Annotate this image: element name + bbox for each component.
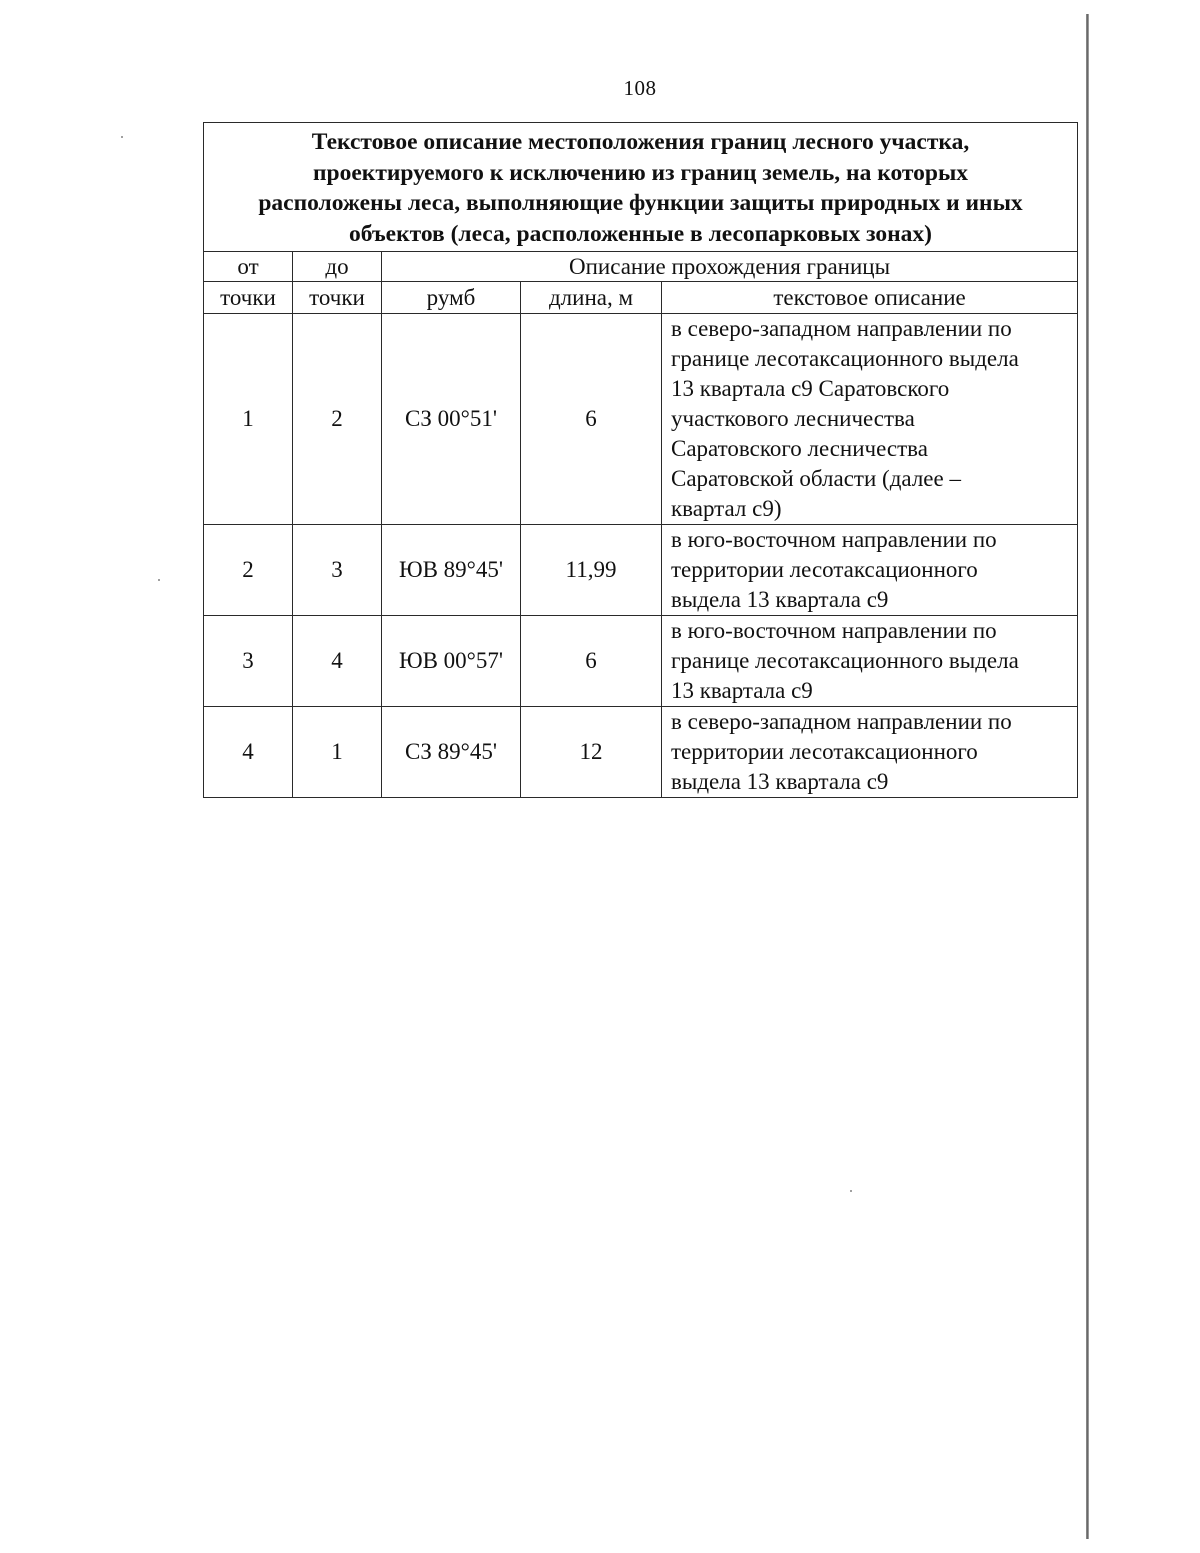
- table-title-line: проектируемого к исключению из границ земель, на которых: [312, 159, 969, 186]
- header-to-bottom: точки: [293, 282, 382, 314]
- description-line: границе лесотаксационного выдела: [671, 648, 1019, 673]
- description-line: квартал с9): [671, 496, 782, 521]
- description-line: 13 квартала с9 Саратовского: [671, 376, 950, 401]
- cell-from-point: 4: [204, 707, 293, 798]
- cell-text-description: [662, 616, 1078, 707]
- table-title-line: объектов (леса, расположенные в лесопарковых зонах): [349, 220, 932, 247]
- table-title-line: Текстовое описание местоположения границ лесного участка,: [311, 129, 970, 155]
- description-line: в юго-восточном направлении по: [671, 527, 997, 552]
- description-line: в северо-западном направлении по: [671, 709, 1012, 734]
- cell-bearing: СЗ 00°51': [382, 314, 521, 525]
- cell-length: 11,99: [521, 525, 662, 616]
- cell-to-point: 1: [293, 707, 382, 798]
- description-line: Саратовской области (далее –: [671, 466, 961, 491]
- header-from-top: от: [204, 252, 293, 282]
- description-line: в северо-западном направлении по: [671, 316, 1012, 341]
- header-row-1: [204, 252, 1078, 282]
- header-from-bottom: точки: [204, 282, 293, 314]
- table-row: [204, 616, 1078, 707]
- cell-length: 12: [521, 707, 662, 798]
- table-title-line: расположены леса, выполняющие функции защиты природных и иных: [258, 190, 1023, 216]
- scan-page-edge: [1086, 14, 1089, 1539]
- table-title: [204, 123, 1078, 252]
- table-row: [204, 525, 1078, 616]
- header-boundary-description-group: Описание прохождения границы: [382, 252, 1078, 282]
- boundary-description-table: [203, 122, 1078, 798]
- description-line: границе лесотаксационного выдела: [671, 346, 1019, 371]
- cell-text-description: [662, 525, 1078, 616]
- description-line: Саратовского лесничества: [671, 436, 928, 461]
- description-line: участкового лесничества: [671, 406, 915, 431]
- header-length: длина, м: [521, 282, 662, 314]
- page-number: 108: [623, 76, 657, 100]
- description-line: выдела 13 квартала с9: [671, 769, 889, 794]
- table-title-row: [204, 123, 1078, 252]
- cell-to-point: 2: [293, 314, 382, 525]
- cell-length: 6: [521, 616, 662, 707]
- table-row: [204, 314, 1078, 525]
- cell-text-description: [662, 314, 1078, 525]
- header-row-2: [204, 282, 1078, 314]
- cell-to-point: 3: [293, 525, 382, 616]
- cell-to-point: 4: [293, 616, 382, 707]
- scan-speck: [850, 1190, 852, 1192]
- scan-speck: [121, 136, 123, 138]
- cell-from-point: 3: [204, 616, 293, 707]
- cell-bearing: ЮВ 89°45': [382, 525, 521, 616]
- table-row: [204, 707, 1078, 798]
- header-bearing: румб: [382, 282, 521, 314]
- header-text-description: текстовое описание: [662, 282, 1078, 314]
- description-line: территории лесотаксационного: [671, 739, 978, 764]
- scan-speck: [158, 579, 160, 581]
- description-line: выдела 13 квартала с9: [671, 587, 889, 612]
- cell-text-description: [662, 707, 1078, 798]
- cell-bearing: ЮВ 00°57': [382, 616, 521, 707]
- cell-bearing: СЗ 89°45': [382, 707, 521, 798]
- cell-length: 6: [521, 314, 662, 525]
- description-line: 13 квартала с9: [671, 678, 813, 703]
- description-line: в юго-восточном направлении по: [671, 618, 997, 643]
- cell-from-point: 2: [204, 525, 293, 616]
- cell-from-point: 1: [204, 314, 293, 525]
- header-to-top: до: [293, 252, 382, 282]
- description-line: территории лесотаксационного: [671, 557, 978, 582]
